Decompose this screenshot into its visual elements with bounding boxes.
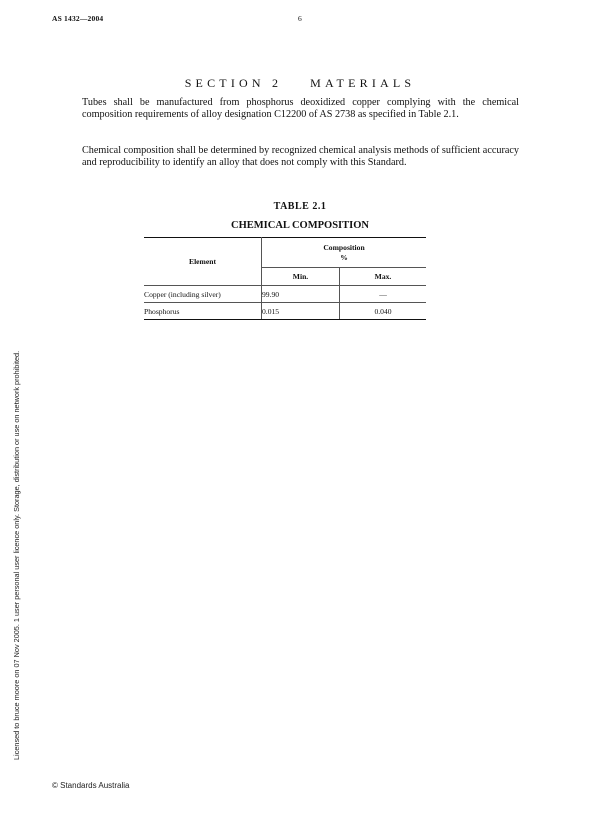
table-row <box>144 286 426 303</box>
table-header-row <box>144 238 426 268</box>
composition-table <box>144 237 426 320</box>
page-number: 6 <box>298 14 302 23</box>
cell-element: Phosphorus <box>144 303 262 320</box>
section-title: MATERIALS <box>310 76 416 90</box>
cell-max: — <box>340 286 427 303</box>
cell-min: 0.015 <box>262 303 340 320</box>
document-id: AS 1432—2004 <box>52 14 104 23</box>
header-composition-unit: % <box>340 252 348 262</box>
section-label: SECTION 2 <box>184 76 283 90</box>
section-heading <box>0 76 600 91</box>
table-number: TABLE 2.1 <box>273 201 327 212</box>
copyright-footer: © Standards Australia <box>52 781 130 790</box>
licence-watermark: Licensed to bruce moore on 07 Nov 2005. 1 user personal user licence only. Storage, distribution or use on network prohibited. <box>12 350 21 760</box>
header-composition-label: Composition <box>323 242 365 252</box>
paragraph-chemical-analysis: Chemical composition shall be determined by recognized chemical analysis methods of sufficient accuracy and reproducibility to identify an alloy that does not comply with this Standard. <box>82 145 519 169</box>
paragraph-tube-material: Tubes shall be manufactured from phosphorus deoxidized copper complying with the chemical composition requirements of alloy designation C12200 of AS 2738 as specified in Table 2.1. <box>82 97 519 121</box>
cell-min: 99.90 <box>262 286 340 303</box>
table-row <box>144 303 426 320</box>
header-composition <box>262 238 427 268</box>
header-min: Min. <box>262 268 340 286</box>
cell-max: 0.040 <box>340 303 427 320</box>
cell-element: Copper (including silver) <box>144 286 262 303</box>
header-max: Max. <box>340 268 427 286</box>
header-element: Element <box>144 238 262 286</box>
table-title: CHEMICAL COMPOSITION <box>231 220 369 231</box>
